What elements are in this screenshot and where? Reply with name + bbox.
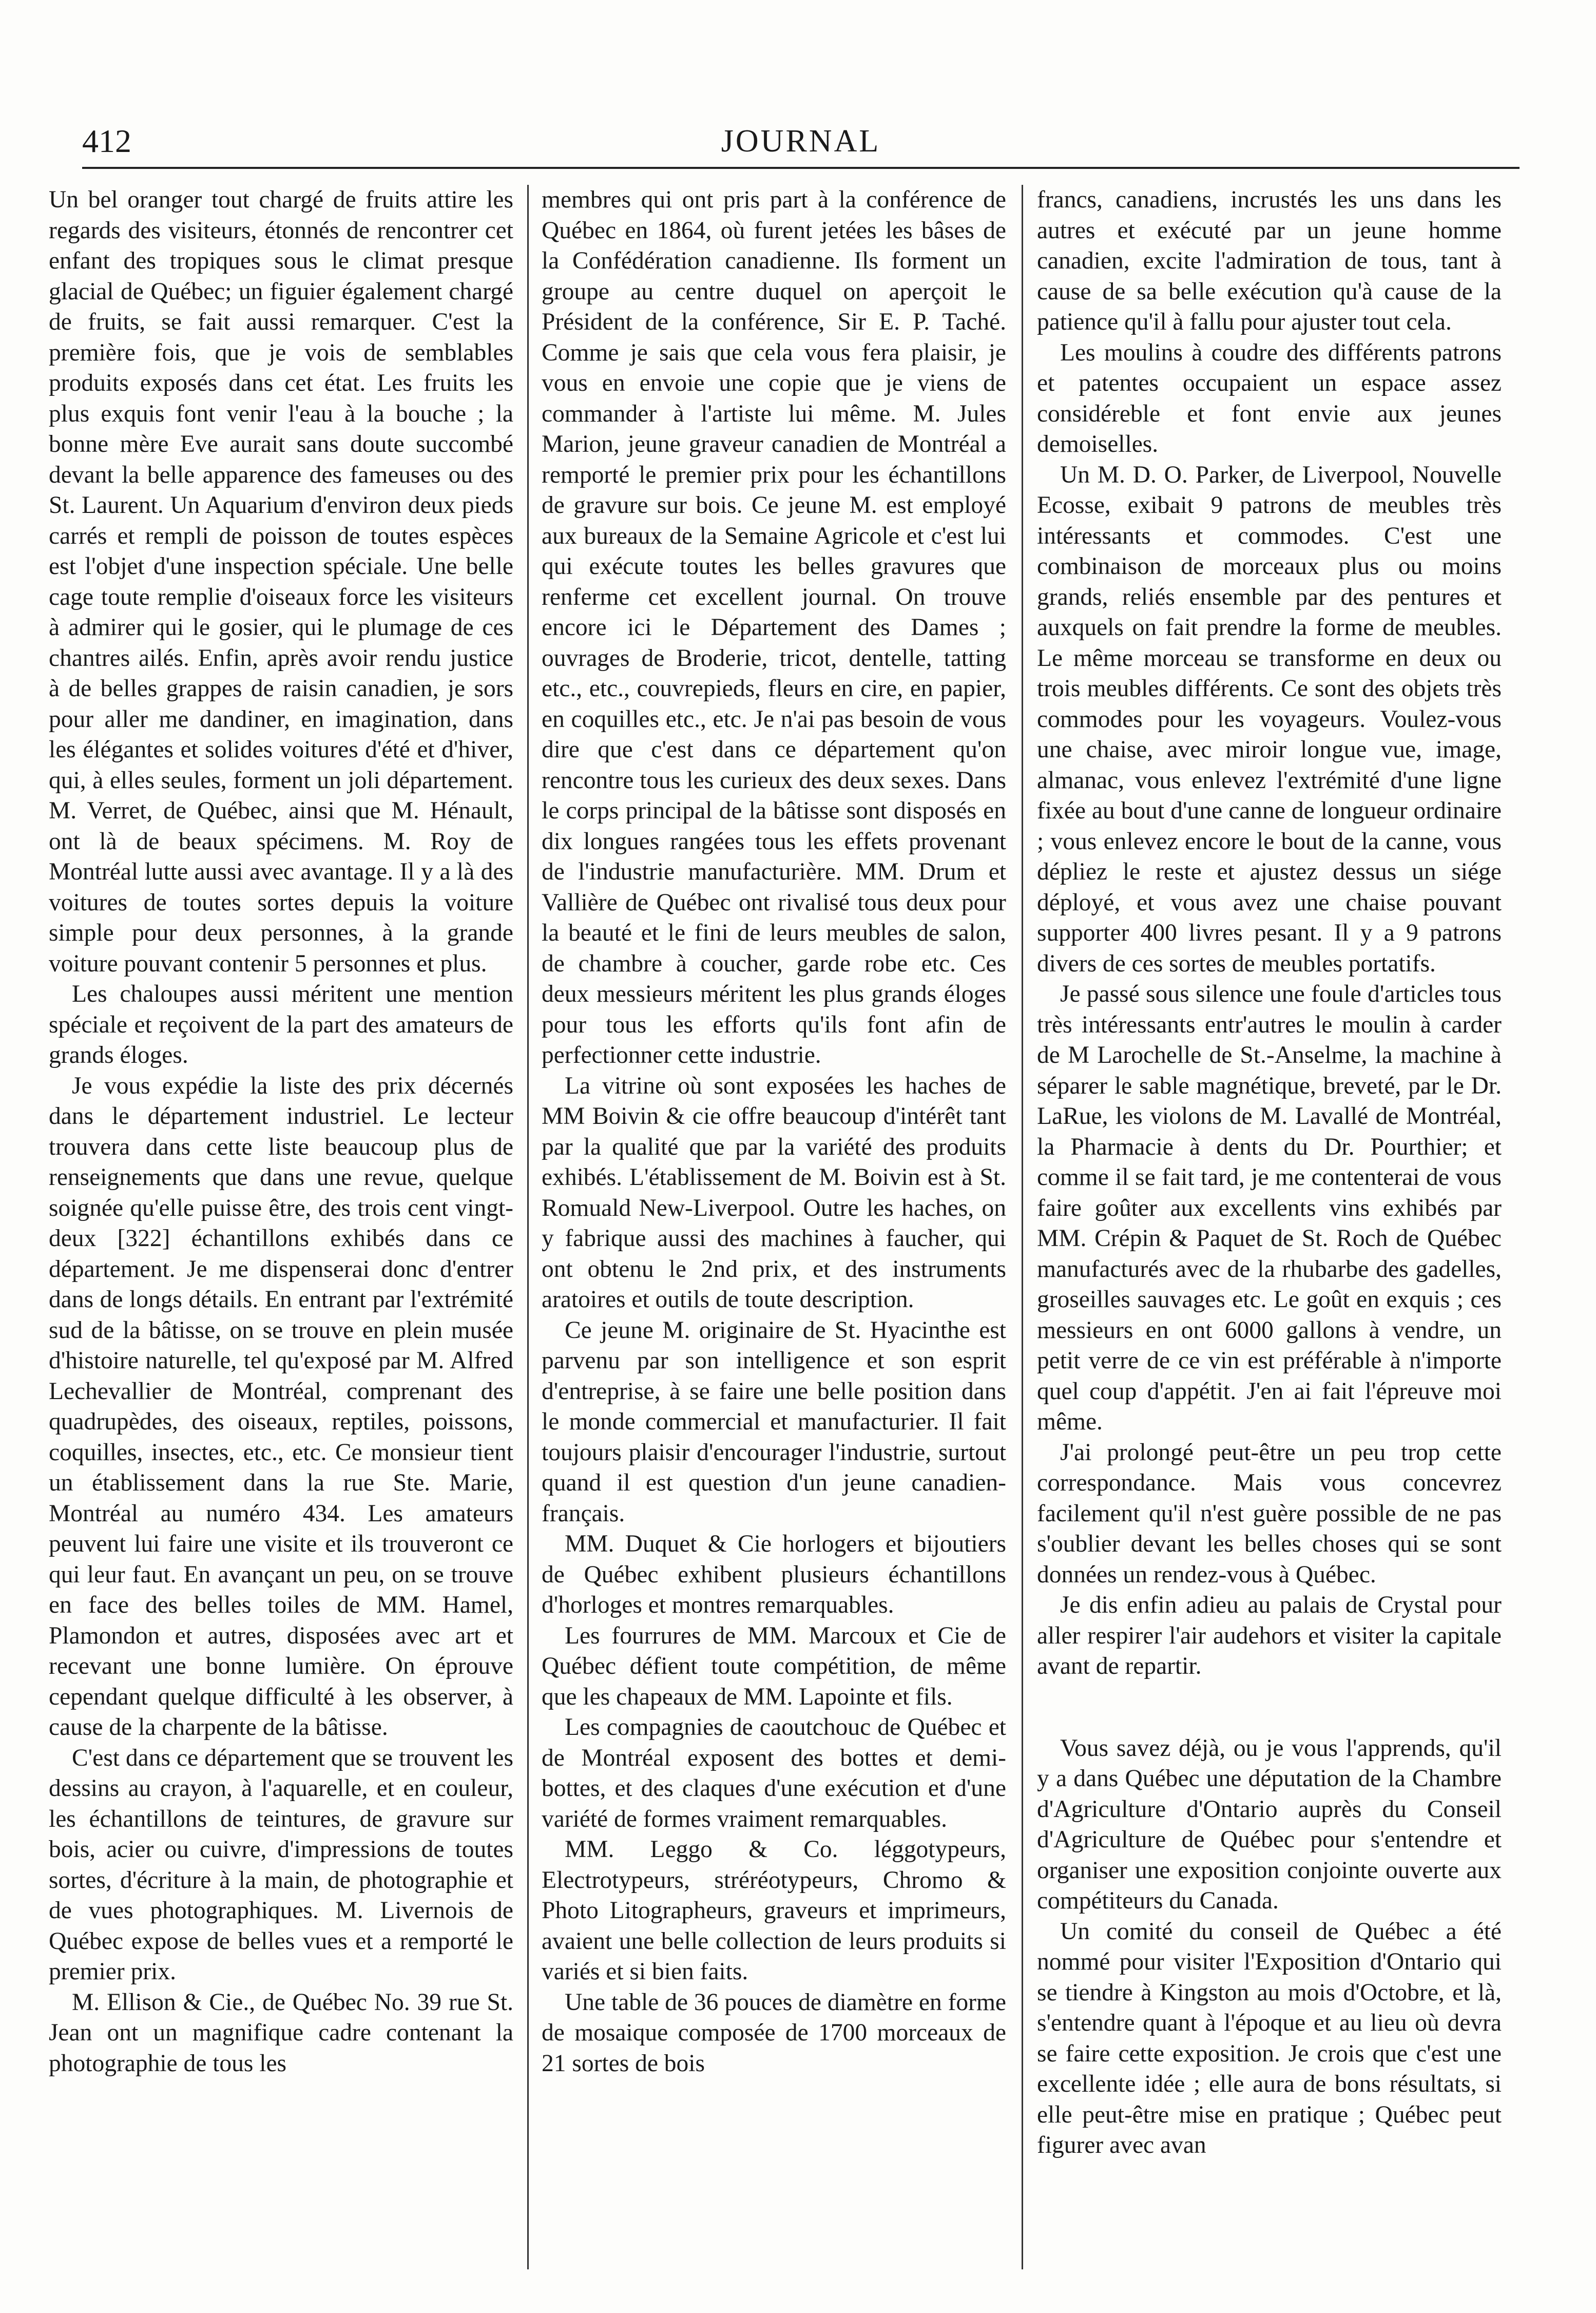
- paragraph: MM. Leggo & Co. léggotypeurs, Electrotypeurs, stréréotypeurs, Chromo & Photo Litographeurs, graveurs et imprimeurs, avaient une belle collection de leurs produits si variés et si bien faits.: [542, 1836, 1006, 1985]
- running-title: JOURNAL: [721, 124, 881, 159]
- paragraph: Je vous expédie la liste des prix décernés dans le département industriel. Le lecteur trouvera dans cette liste beaucoup plus de renseignements que dans une revue, quelque soignée qu'elle puisse être, des trois cent vingt-deux [322] échantillons exhibés dans ce département. Je me dispenserai donc d'entrer dans de longs détails. En entrant par l'extrémité sud de la bâtisse, on se trouve en plein musée d'histoire naturelle, tel qu'exposé par M. Alfred Lechevallier de Montréal, comprenant des quadrupèdes, des oiseaux, reptiles, poissons, coquilles, insectes, etc., etc. Ce monsieur tient un établissement dans la rue Ste. Marie, Montréal au numéro 434. Les amateurs peuvent lui faire une visite et ils trouveront ce qui leur faut. En avançant un peu, on se trouve en face des belles toiles de MM. Hamel, Plamondon et autres, disposées avec art et recevant une bonne lumière. On éprouve cependant quelque difficulté à les observer, à cause de la charpente de la bâtisse.: [49, 1072, 513, 1741]
- header-rule: [82, 167, 1520, 169]
- paragraph: C'est dans ce département que se trouvent les dessins au crayon, à l'aquarelle, et en couleur, les échantillons de teintures, de gravure sur bois, acier ou cuivre, d'impressions de toutes sortes, d'écriture à la main, de photographie et de vues photographiques. M. Livernois de Québec expose de belles vues et a remporté le premier prix.: [49, 1744, 513, 1985]
- paragraph: M. Ellison & Cie., de Québec No. 39 rue St. Jean ont un magnifique cadre contenant la photographie de tous les: [49, 1989, 513, 2077]
- paragraph: membres qui ont pris part à la conférence de Québec en 1864, où furent jetées les bâses de la Confédération canadienne. Ils forment un groupe au centre duquel on aperçoit le Président de la conférence, Sir E. P. Taché. Comme je sais que cela vous fera plaisir, je vous en envoie une copie que je viens de commander à l'artiste lui même. M. Jules Marion, jeune graveur canadien de Montréal a remporté le premier prix pour les échantillons de gravure sur bois. Ce jeune M. est employé aux bureaux de la Semaine Agricole et c'est lui qui exécute toutes les belles gravures que renferme cet excellent journal. On trouve encore ici le Département des Dames ; ouvrages de Broderie, tricot, dentelle, tatting etc., etc., couvrepieds, fleurs en cire, en papier, en coquilles etc., etc. Je n'ai pas besoin de vous dire que c'est dans ce département qu'on rencontre tous les curieux des deux sexes. Dans le corps principal de la bâtisse sont disposés en dix longues rangées tous les effets provenant de l'industrie manufacturière. MM. Drum et Vallière de Québec ont rivalisé tous deux pour la beauté et le fini de leurs meubles de salon, de chambre à coucher, garde robe etc. Ces deux messieurs méritent les plus grands éloges pour tous les efforts qu'ils font afin de perfectionner cette industrie.: [542, 186, 1006, 1068]
- page-number: 412: [82, 123, 131, 159]
- paragraph: francs, canadiens, incrustés les uns dans les autres et exécuté par un jeune homme canadien, excite l'admiration de tous, tant à cause de sa belle exécution qu'à cause de la patience qu'il à fallu pour ajuster tout cela.: [1037, 186, 1502, 335]
- paragraph: J'ai prolongé peut-être un peu trop cette correspondance. Mais vous concevrez facilement qu'il n'est guère possible de ne pas s'oublier devant les belles choses qui se sont données un rendez-vous à Québec.: [1037, 1439, 1502, 1588]
- paragraph: Je passé sous silence une foule d'articles tous très intéressants entr'autres le moulin à carder de M Larochelle de St.-Anselme, la machine à séparer le sable magnétique, breveté, par le Dr. LaRue, les violons de M. Lavallé de Montréal, la Pharmacie à dents du Dr. Pourthier; et comme il se fait tard, je me contenterai de vous faire goûter aux excellents vins exhibés par MM. Crépin & Paquet de St. Roch de Québec manufacturés avec de la rhubarbe des gadelles, groseilles sauvages etc. Le goût en exquis ; ces messieurs en ont 6000 gallons à vendre, un petit verre de ce vin est préférable à n'importe quel coup d'appétit. J'en ai fait l'épreuve moi même.: [1037, 981, 1502, 1435]
- text-column-3: [1037, 185, 1502, 2269]
- column-divider: [527, 185, 529, 2269]
- paragraph: Je dis enfin adieu au palais de Crystal pour aller respirer l'air audehors et visiter la capitale avant de repartir.: [1037, 1592, 1502, 1679]
- paragraph: Les chaloupes aussi méritent une mention spéciale et reçoivent de la part des amateurs de grands éloges.: [49, 981, 513, 1068]
- column-divider: [1022, 185, 1023, 2269]
- paragraph: Les fourrures de MM. Marcoux et Cie de Québec défient toute compétition, de même que les chapeaux de MM. Lapointe et fils.: [542, 1622, 1006, 1710]
- text-column-2: [542, 185, 1006, 2269]
- paragraph: Un bel oranger tout chargé de fruits attire les regards des visiteurs, étonnés de rencontrer cet enfant des tropiques sous le climat presque glacial de Québec; un figuier également chargé de fruits, se fait aussi remarquer. C'est la première fois, que je vois de semblables produits exposés dans cet état. Les fruits les plus exquis font venir l'eau à la bouche ; la bonne mère Eve aurait sans doute succombé devant la belle apparence des fameuses ou des St. Laurent. Un Aquarium d'environ deux pieds carrés et rempli de poisson de toutes espèces est l'objet d'une inspection spéciale. Une belle cage toute remplie d'oiseaux force les visiteurs à admirer qui le gosier, qui le plumage de ces chantres ailés. Enfin, après avoir rendu justice à de belles grappes de raisin canadien, je sors pour aller me dandiner, en imagination, dans les élégantes et solides voitures d'été et d'hiver, qui, à elles seules, forment un joli département. M. Verret, de Québec, ainsi que M. Hénault, ont là de beaux spécimens. M. Roy de Montréal lutte aussi avec avantage. Il y a là des voitures de toutes sortes depuis la voiture simple pour deux personnes, à la grande voiture pouvant contenir 5 personnes et plus.: [49, 186, 513, 977]
- text-column-1: [49, 185, 513, 2269]
- page-header: [82, 118, 1520, 164]
- paragraph: Les moulins à coudre des différents patrons et patentes occupaient un espace assez considéreble et font envie aux jeunes demoiselles.: [1037, 339, 1502, 457]
- paragraph: La vitrine où sont exposées les haches de MM Boivin & cie offre beaucoup d'intérêt tant par la qualité que par la variété des produits exhibés. L'établissement de M. Boivin est à St. Romuald New-Liverpool. Outre les haches, on y fabrique aussi des machines à faucher, qui ont obtenu le 2nd prix, et des instruments aratoires et outils de toute description.: [542, 1072, 1006, 1313]
- paragraph: Une table de 36 pouces de diamètre en forme de mosaique composée de 1700 morceaux de 21 sortes de bois: [542, 1989, 1006, 2077]
- paragraph: Ce jeune M. originaire de St. Hyacinthe est parvenu par son intelligence et son esprit d'entreprise, à se faire une belle position dans le monde commercial et manufacturier. Il fait toujours plaisir d'encourager l'industrie, surtout quand il est question d'un jeune canadien-français.: [542, 1316, 1006, 1527]
- paragraph: Un comité du conseil de Québec a été nommé pour visiter l'Exposition d'Ontario qui se tiendre à Kingston au mois d'Octobre, et là, s'entendre quant à l'époque et au lieu où devra se faire cette exposition. Je crois que c'est une excellente idée ; elle aura de bons résultats, si elle peut-être mise en pratique ; Québec peut figurer avec avan: [1037, 1918, 1502, 2158]
- paragraph: Un M. D. O. Parker, de Liverpool, Nouvelle Ecosse, exibait 9 patrons de meubles très intéressants et commodes. C'est une combinaison de morceaux plus ou moins grands, reliés ensemble par des pentures et auxquels on fait prendre la forme de meubles. Le même morceau se transforme en deux ou trois meubles différents. Ce sont des objets très commodes pour les voyageurs. Voulez-vous une chaise, avec miroir longue vue, image, almanac, vous enlevez l'extrémité d'une ligne fixée au bout d'une canne de longueur ordinaire ; vous enlevez encore le bout de la canne, vous dépliez le reste et ajustez dessus un siége déployé, et vous avez une chaise pouvant supporter 400 livres pesant. Il y a 9 patrons divers de ces sortes de meubles portatifs.: [1037, 461, 1502, 977]
- paragraph: MM. Duquet & Cie horlogers et bijoutiers de Québec exhibent plusieurs échantillons d'horloges et montres remarquables.: [542, 1531, 1006, 1618]
- paragraph: Les compagnies de caoutchouc de Québec et de Montréal exposent des bottes et demi-bottes, et des claques d'une exécution et d'une variété de formes vraiment remarquables.: [542, 1714, 1006, 1832]
- paragraph: Vous savez déjà, ou je vous l'apprends, qu'il y a dans Québec une députation de la Chambre d'Agriculture d'Ontario auprès du Conseil d'Agriculture de Québec pour s'entendre et organiser une exposition conjointe ouverte aux compétiteurs du Canada.: [1037, 1734, 1502, 1914]
